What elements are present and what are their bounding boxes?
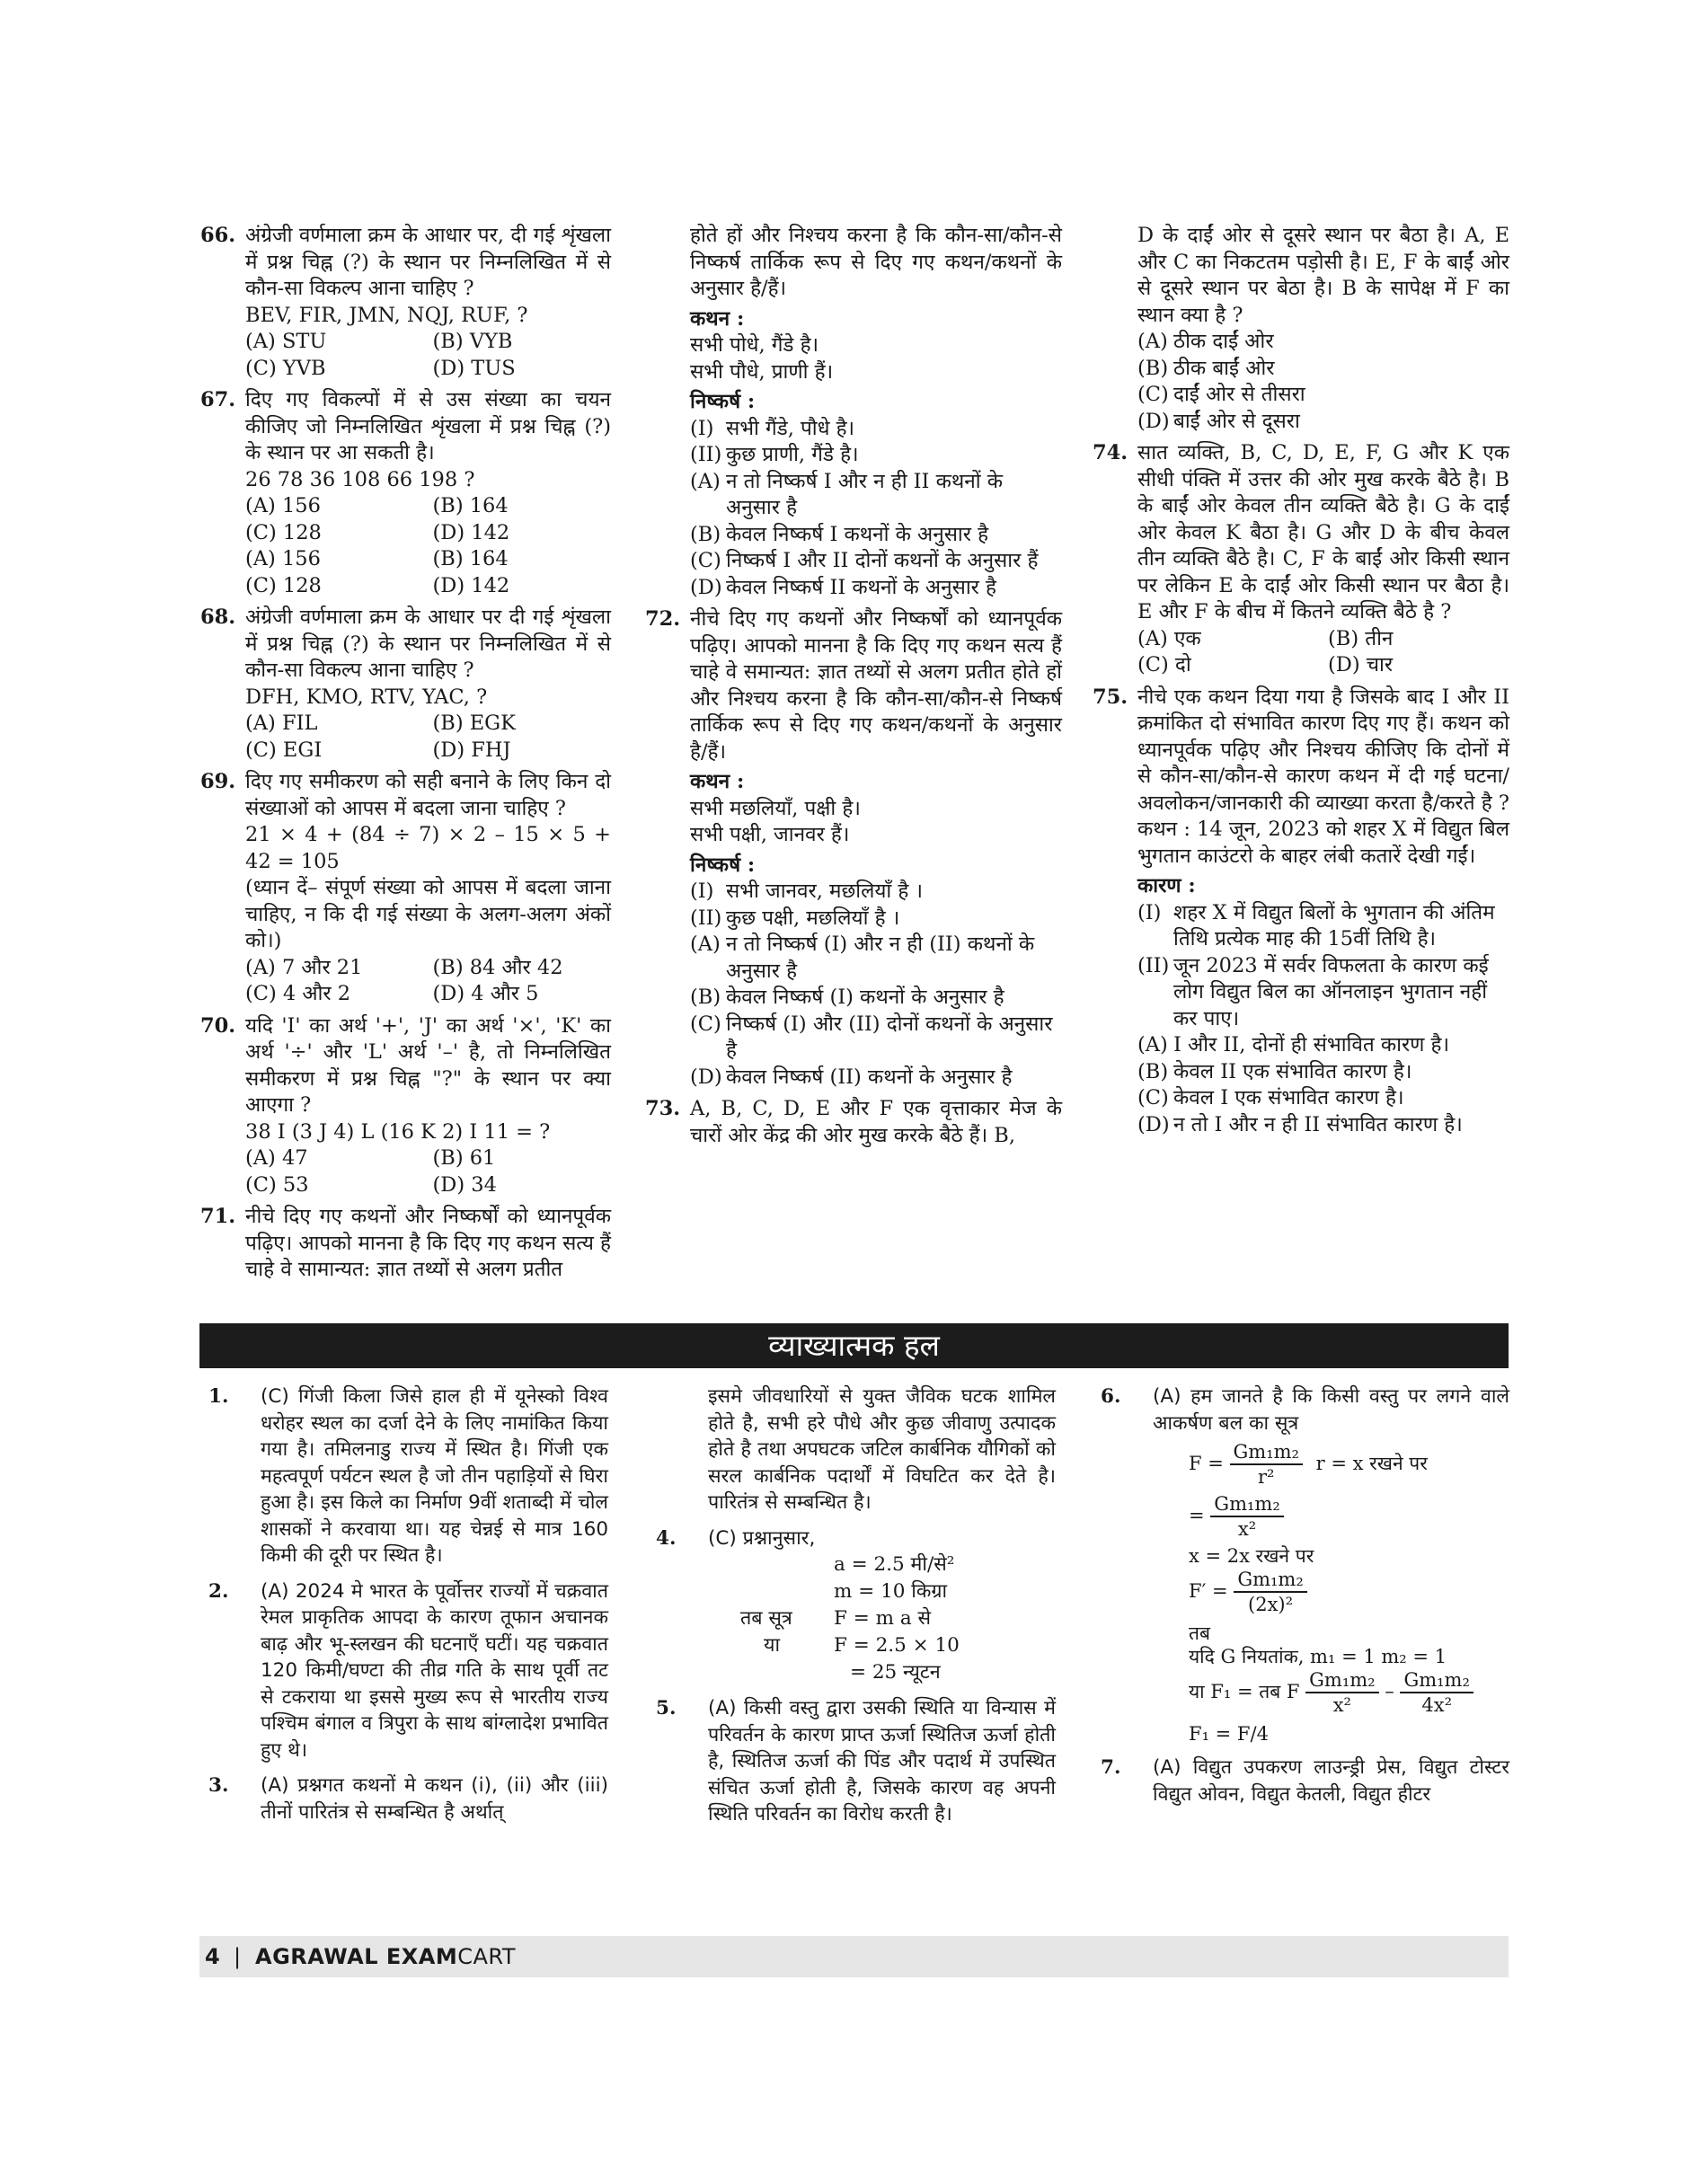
option-a: (A) ठीक दाईं ओर (1137, 330, 1274, 353)
formula-line: तब (1189, 1622, 1210, 1644)
working-steps (708, 1551, 1056, 1686)
question-number: 66. (200, 224, 236, 247)
solution-2 (208, 1578, 608, 1764)
formula-line: F = $\frac{\text{Gm₁m₂}}{\text{r²}}$ r = x रखने पर (1189, 1441, 1428, 1488)
option-b: (B) केवल निष्कर्ष I कथनों के अनुसार है (690, 522, 989, 546)
options-grid (245, 711, 611, 764)
reasons-and-options (1137, 900, 1509, 1139)
statements (690, 332, 1062, 385)
statement-label: कथन : (690, 306, 745, 331)
option-b: (B) केवल II एक संभावित कारण है। (1137, 1059, 1412, 1083)
option-d: (D) 142 (432, 520, 510, 544)
formula-line: यदि G नियतांक, m₁ = 1 m₂ = 1 (1189, 1646, 1447, 1667)
reason: (I) शहर X में विद्युत बिलों के भुगतान की अंतिम तिथि प्रत्येक माह की 15वीं तिथि है। (1137, 900, 1495, 950)
options (1137, 329, 1509, 435)
fraction: $\frac{\text{Gm₁m₂}}{\text{r²}}$ (1230, 1440, 1303, 1489)
question-70 (202, 1013, 611, 1199)
reason-label: कारण : (1137, 874, 1196, 897)
option-b: (B) 164 (432, 547, 509, 570)
solution-6 (1101, 1383, 1509, 1746)
option-a: (A) 156 (245, 547, 321, 570)
question-text: यदि 'I' का अर्थ '+', 'J' का अर्थ '×', 'K' का अर्थ '÷' और 'L' अर्थ '–' है, तो निम्नलिखित समीकरण में प्रश्न चिह्न "?" के स्थान पर क्या आएगा ? (245, 1013, 611, 1117)
question-series: DFH, KMO, RTV, YAC, ? (245, 685, 488, 709)
step-line: m = 10 किग्रा (834, 1580, 948, 1603)
question-72 (647, 606, 1062, 1091)
question-text: D के दाईं ओर से दूसरे स्थान पर बैठा है। A, E और C का निकटतम पड़ोसी है। E, F के बाईं ओर से दूसरे स्थान पर बेठा है। B के सापेक्ष में F का स्थान क्या है ? (1137, 224, 1509, 327)
reason: (II) जून 2023 में सर्वर विफलता के कारण कई लोग विद्युत बिल का ऑनलाइन भुगतान नहीं कर पाए। (1137, 953, 1489, 1030)
fraction: $\frac{\text{Gm₁m₂}}{\text{(2x)²}}$ (1234, 1568, 1306, 1616)
formula-line: x = 2x रखने पर (1189, 1545, 1314, 1567)
step-line: = 25 न्यूटन (850, 1661, 941, 1684)
solution-number: 1. (208, 1385, 229, 1408)
solution-number: 4. (656, 1526, 677, 1550)
solution-text: (C) प्रश्नानुसार, (708, 1526, 816, 1550)
question-74 (1094, 440, 1509, 679)
option-b: (B) 164 (432, 494, 509, 517)
statement: सभी पक्षी, जानवर हैं। (690, 823, 850, 846)
question-number: 72. (645, 607, 681, 631)
conclusion-label: निष्कर्ष : (690, 390, 756, 413)
step-line: a = 2.5 मी/से² (834, 1553, 955, 1576)
option-d: (D) चार (1328, 653, 1394, 676)
option-b: (B) EGK (432, 712, 516, 735)
question-text: नीचे दिए गए कथनों और निष्कर्षों को ध्यानपूर्वक पढ़िए। आपको मानना है कि दिए गए कथन सत्य हैं चाहे वे समान्यत: ज्ञात तथ्यों से अलग प्रतीत होते हों और निश्चय करना है कि कौन-सा/कौन-से निष्कर्ष तार्किक रूप से दिए गए कथन/कथनों के अनुसार है/हैं। (690, 607, 1062, 764)
solution-3 (208, 1772, 608, 1825)
question-number: 70. (200, 1013, 236, 1038)
option-d: (D) बाईं ओर से दूसरा (1137, 409, 1300, 433)
conclusion: (II) कुछ पक्षी, मछलियाँ है । (690, 906, 900, 930)
solution-text: इसमे जीवधारियों से युक्त जैविक घटक शामिल होते है, सभी हरे पौधे और कुछ जीवाणु उत्पादक होते है तथा अपघटक जटिल कार्बनिक यौगिकों को सरल कार्बनिक पदार्थों में विघटित कर देते है। पारितंत्र से सम्बन्धित है। (708, 1385, 1056, 1514)
formula-line: F₁ = F/4 (1189, 1723, 1269, 1745)
option-b: (B) तीन (1328, 626, 1394, 650)
solution-1 (208, 1383, 608, 1569)
question-note: (ध्यान दें– संपूर्ण संख्या को आपस में बदला जाना चाहिए, न कि दी गई संख्या के अलग-अलग अंकों को।) (245, 876, 611, 952)
question-text: नीचे एक कथन दिया गया है जिसके बाद I और II क्रमांकित दो संभावित कारण दिए गए हैं। कथन को ध्यानपूर्वक पढ़िए और निश्चय कीजिए कि दोनों में से कौन-सा/कौन-से कारण कथन में दी गई घटना/अवलोकन/जानकारी की व्याख्या करता है/करते है ? (1137, 685, 1509, 815)
solution-text: (A) हम जानते है कि किसी वस्तु पर लगने वाले आकर्षण बल का सूत्र (1153, 1385, 1509, 1435)
solution-text: (A) 2024 मे भारत के पूर्वोत्तर राज्यों में चक्रवात रेमल प्राकृतिक आपदा के कारण तूफान अचानक बाढ़ और भू-स्लखन की घटनाएँ घटीं। यह चक्रवात 120 किमी/घण्टा की तीव्र गति के साथ पूर्वी तट से टकराया था इससे मुख्य रूप से भारतीय राज्य पश्चिम बंगाल व त्रिपुरा के साथ बांग्लादेश प्रभावित हुए थे। (261, 1579, 608, 1762)
question-text: नीचे दिए गए कथनों और निष्कर्षों को ध्यानपूर्वक पढ़िए। आपको मानना है कि दिए गए कथन सत्य हैं चाहे वे सामान्यत: ज्ञात तथ्यों से अलग प्रतीत (245, 1205, 611, 1281)
step-label: तब सूत्र (740, 1607, 792, 1630)
option-d: (D) न तो I और न ही II संभावित कारण है। (1137, 1112, 1463, 1136)
step-label: या (764, 1634, 781, 1657)
formula-line: = $\frac{\text{Gm₁m₂}}{\text{x²}}$ (1153, 1492, 1509, 1541)
step-line: F = 2.5 × 10 (834, 1634, 960, 1657)
statement-label: कथन : (690, 770, 745, 793)
option-c: (C) केवल I एक संभावित कारण है। (1137, 1086, 1404, 1109)
question-equation: 38 I (3 J 4) L (16 K 2) I 11 = ? (245, 1119, 551, 1144)
solution-column-1 (208, 1383, 608, 1834)
banner-title: व्याख्यात्मक हल (768, 1328, 940, 1363)
option-c: (C) 128 (245, 573, 322, 597)
option-d: (D) केवल निष्कर्ष II कथनों के अनुसार है (690, 575, 996, 599)
solution-text: (C) गिंजी किला जिसे हाल ही में यूनेस्को विश्व धरोहर स्थल का दर्जा देने के लिए नामांकित किया गया है। तमिलनाडु राज्य में स्थित है। गिंजी एक महत्वपूर्ण पर्यटन स्थल है जो तीन पहाड़ियों से घिरा हुआ है। इस किले का निर्माण 9वीं शताब्दी में चोल शासकों ने करवाया था। यह चेन्नई से मात्र 160 किमी की दूरी पर स्थित है। (261, 1385, 608, 1567)
question-73-continued (1094, 223, 1509, 435)
option-a: (A) STU (245, 330, 327, 353)
conclusion: (II) कुछ प्राणी, गैंडे है। (690, 443, 859, 466)
options-grid (245, 955, 611, 1008)
statement: कथन : 14 जून, 2023 को शहर X में विद्युत बिल भुगतान काउंटरो के बाहर लंबी कतारें देखी गईं। (1137, 818, 1509, 868)
option-b: (B) 84 और 42 (432, 955, 563, 979)
fraction: $\frac{\text{Gm₁m₂}}{\text{4x²}}$ (1400, 1668, 1473, 1717)
fraction: $\frac{\text{Gm₁m₂}}{\text{x²}}$ (1305, 1668, 1378, 1717)
formula-line: या F₁ = तब F $\frac{\text{Gm₁m₂}}{\text{x²}}$ – $\frac{\text{Gm₁m₂}}{\text{4x²}}$ (1153, 1668, 1509, 1717)
fraction: $\frac{\text{Gm₁m₂}}{\text{x²}}$ (1210, 1492, 1283, 1541)
options-grid (245, 493, 611, 599)
page-number: 4 (205, 1944, 220, 1969)
solution-column-3 (1101, 1383, 1509, 1817)
question-text: अंग्रेजी वर्णमाला क्रम के आधार पर, दी गई शृंखला में प्रश्न चिह्न (?) के स्थान पर निम्नलिखित में से कौन-सा विकल्प आना चाहिए ? (245, 224, 611, 300)
question-69 (202, 769, 611, 1008)
question-number: 71. (200, 1205, 236, 1228)
option-c: (C) 128 (245, 520, 322, 544)
options-grid (245, 329, 611, 382)
conclusion: (I) सभी गैंडे, पौधे है। (690, 416, 855, 440)
option-a: (A) FIL (245, 712, 318, 735)
option-d: (D) FHJ (432, 738, 511, 762)
question-text: दिए गए समीकरण को सही बनाने के लिए किन दो संख्याओं को आपस में बदला जाना चाहिए ? (245, 770, 611, 820)
statement: सभी पौधे, प्राणी हैं। (690, 359, 834, 384)
solution-3-continued (656, 1383, 1056, 1516)
option-c: (C) निष्कर्ष (I) और (II) दोनों कथनों के अनुसार है (690, 1012, 1053, 1062)
conclusions (690, 879, 1062, 1091)
solution-5 (656, 1695, 1056, 1828)
options-grid (245, 1145, 611, 1198)
option-d: (D) TUS (432, 356, 516, 380)
option-b: (B) 61 (432, 1146, 496, 1170)
solution-number: 2. (208, 1579, 229, 1603)
option-a: (A) एक (1137, 626, 1201, 650)
conclusion: (I) सभी जानवर, मछलियाँ है । (690, 880, 924, 903)
question-text: सात व्यक्ति, B, C, D, E, F, G और K एक सीधी पंक्ति में उत्तर की ओर मुख करके बैठे है। B के बाईं ओर केवल तीन व्यक्ति बैठे है। G के दाईं ओर केवल K बैठा है। G और D के बीच केवल तीन व्यक्ति बैठे है। C, F के बाईं ओर किसी स्थान पर लेकिन E के दाईं ओर किसी स्थान पर बैठा है। E और F के बीच में कितने व्यक्ति बैठे है ? (1137, 441, 1509, 623)
solution-number: 6. (1101, 1385, 1121, 1408)
statements (690, 796, 1062, 849)
conclusion-label: निष्कर्ष : (690, 853, 756, 877)
statement: सभी मछलियाँ, पक्षी है। (690, 796, 861, 820)
question-number: 69. (200, 770, 236, 793)
options-grid (1137, 626, 1509, 679)
formula-block (1153, 1440, 1509, 1746)
formula-line: F′ = $\frac{\text{Gm₁m₂}}{\text{(2x)²}}$ (1153, 1568, 1509, 1616)
solution-number: 7. (1101, 1756, 1121, 1779)
statement: सभी पोधे, गैंडे है। (690, 333, 819, 357)
question-number: 74. (1093, 441, 1128, 464)
question-text: होते हों और निश्चय करना है कि कौन-सा/कौन-से निष्कर्ष तार्किक रूप से दिए गए कथन/कथनों के अनुसार है/हैं। (690, 224, 1062, 300)
option-b: (B) केवल निष्कर्ष (I) कथनों के अनुसार है (690, 986, 1004, 1009)
solution-text: (A) प्रश्नगत कथनों मे कथन (i), (ii) और (iii) तीनों पारितंत्र से सम्बन्धित है अर्थात् (261, 1774, 608, 1824)
option-c: (C) 4 और 2 (245, 982, 351, 1005)
solution-number: 3. (208, 1774, 229, 1797)
question-66 (202, 223, 611, 382)
conclusions (690, 416, 1062, 602)
brand-logo: AGRAWAL EXAMCART (255, 1944, 516, 1969)
option-c: (C) दो (1137, 653, 1191, 676)
option-a: (A) 47 (245, 1146, 308, 1170)
question-text: A, B, C, D, E और F एक वृत्ताकार मेज के चारों ओर केंद्र की ओर मुख करके बैठे हैं। B, (690, 1097, 1062, 1147)
option-a: (A) न तो निष्कर्ष I और न ही II कथनों के अनुसार है (690, 469, 1004, 519)
option-d: (D) 4 और 5 (432, 982, 539, 1005)
option-a: (A) 156 (245, 494, 321, 517)
solution-number: 5. (656, 1697, 677, 1719)
option-a: (A) I और II, दोनों ही संभावित कारण है। (1137, 1033, 1450, 1056)
solution-4 (656, 1525, 1056, 1687)
step-line: F = m a से (834, 1607, 932, 1630)
question-series: 26 78 36 108 66 198 ? (245, 467, 475, 491)
option-a: (A) 7 और 21 (245, 955, 363, 979)
option-b: (B) VYB (432, 330, 513, 353)
footer-separator: | (234, 1944, 242, 1969)
question-column-3 (1094, 223, 1509, 1144)
question-number: 73. (645, 1097, 681, 1120)
question-68 (202, 605, 611, 764)
question-73 (647, 1096, 1062, 1149)
question-number: 75. (1093, 685, 1128, 709)
option-c: (C) EGI (245, 738, 323, 762)
solutions-banner (199, 1323, 1509, 1368)
option-a: (A) न तो निष्कर्ष (I) और न ही (II) कथनों के अनुसार है (690, 933, 1035, 983)
option-c: (C) 53 (245, 1172, 309, 1197)
question-71 (202, 1204, 611, 1284)
solution-text: (A) विद्युत उपकरण लाउन्ड्री प्रेस, विद्युत टोस्टर विद्युत ओवन, विद्युत केतली, विद्युत हीटर (1153, 1756, 1509, 1806)
option-c: (C) निष्कर्ष I और II दोनों कथनों के अनुसार हैं (690, 549, 1039, 572)
solution-text: (A) किसी वस्तु द्वारा उसकी स्थिति या विन्यास में परिवर्तन के कारण प्राप्त ऊर्जा स्थितिज ऊर्जा होती है, स्थितिज ऊर्जा की पिंड और पदार्थ में उपस्थित संचित ऊर्जा होती है, जिसके कारण वह अपनी स्थिति परिवर्तन का विरोध करती है। (708, 1697, 1056, 1825)
question-text: अंग्रेजी वर्णमाला क्रम के आधार पर दी गई शृंखला में प्रश्न चिह्न (?) के स्थान पर निम्नलिखित में से कौन-सा विकल्प आना चाहिए ? (245, 606, 611, 682)
option-d: (D) 142 (432, 573, 510, 597)
page-footer (199, 1936, 1509, 1977)
question-71-continued (647, 223, 1062, 601)
question-75 (1094, 685, 1509, 1139)
option-d: (D) केवल निष्कर्ष (II) कथनों के अनुसार है (690, 1065, 1013, 1089)
question-number: 68. (200, 606, 236, 629)
option-c: (C) YVB (245, 356, 326, 380)
option-d: (D) 34 (432, 1172, 497, 1197)
solution-column-2 (656, 1383, 1056, 1837)
option-b: (B) ठीक बाईं ओर (1137, 356, 1275, 380)
question-equation: 21 × 4 + (84 ÷ 7) × 2 – 15 × 5 + 42 = 105 (245, 823, 611, 873)
question-series: BEV, FIR, JMN, NQJ, RUF, ? (245, 303, 528, 327)
question-column-2 (647, 223, 1062, 1154)
question-number: 67. (200, 388, 236, 411)
option-c: (C) दाईं ओर से तीसरा (1137, 383, 1305, 406)
question-column-1 (202, 223, 611, 1289)
solution-7 (1101, 1755, 1509, 1808)
question-67 (202, 387, 611, 599)
question-text: दिए गए विकल्पों में से उस संख्या का चयन कीजिए जो निम्नलिखित शृंखला में प्रश्न चिह्न (?) के स्थान पर आ सकती है। (245, 388, 611, 464)
